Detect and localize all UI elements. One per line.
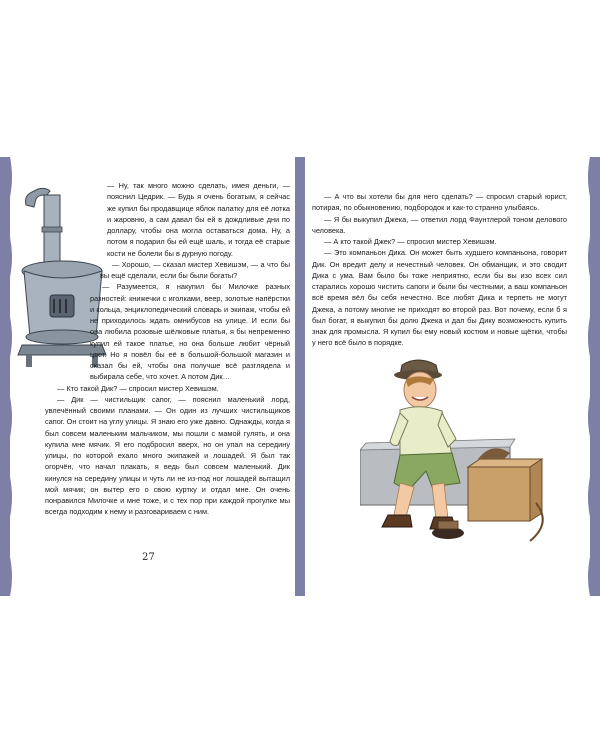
paragraph: — Я бы выкупил Джека, — ответил лорд Фаунтлерой тоном делового человека. [312,214,567,235]
left-page-text [45,180,290,518]
right-page-text [312,191,567,349]
paragraph: — Кто такой Дик? — спросил мистер Хевишэм. [57,383,219,393]
wavy-border-right [586,157,600,596]
paragraph: — Разумеется, я накупил бы Милочке разных разностей: книжечки с иголками, веер, золотые напёрстки и кольца, энциклопедический словарь и экипаж, чтобы ей не приходилось ждать омнибусов на улице. И если бы она любила розовые шёлковые платья, я бы непременно купил ей такое платье, но она больше любит чёрный цвет. Но я повёл бы её в большой-большой магазин и сказал бы ей, чтобы она получше всё разглядела и выбирала себе, что хочет. А потом Дик… [90,282,290,382]
paragraph: — Ну, так много можно сделать, имея деньги, — пояснил Цедрик. — Будь я очень богатым, я сейчас же купил бы продавщице яблок палатку для её лотка и жаровню, а сам давал бы ей в дождливые дни по доллару, чтобы она могла оставаться дома. Ну, а потом я подарил бы ей ещё шаль, и тогда её старые кости не болели бы в дурную погоду. [107,181,290,258]
book-spread [0,157,600,596]
right-page [305,157,590,596]
page-number: 27 [142,552,155,563]
paragraph: — А кто такой Джек? — спросил мистер Хевишэм. [324,237,497,246]
wavy-border-left [0,157,14,596]
boy-illustration [360,355,560,555]
paragraph: — А что вы хотели бы для него сделать? — спросил старый юрист, потирая, по обыкновению, подбородок и как-то странно улыбаясь. [312,192,567,213]
paragraph: — Дик — чистильщик сапог, — пояснил маленький лорд, увлечённый своими планами. — Он один из лучших чистильщиков сапог. Он стоит на углу улицы. Я знаю его уже давно. Однажды, когда я был совсем маленьким мальчиком, мы пошли с мамой гулять, и она купила мне мячик. Я его подбросил вверх, но он упал на середину улицы, по которой ехало много экипажей и лошадей. Я был так огорчён, что начал плакать, я ведь был совсем маленький. Дик кинулся на середину улицы и чуть ли не из-под ног лошадей вытащил мой мячик; он вытер его о свою куртку и отдал мне. Он очень понравился Милочке и мне тоже, и с тех пор при каждой прогулке мы всегда подходим к нему и разговариваем с ним. [45,394,290,517]
left-page [10,157,295,596]
paragraph: — Это компаньон Дика. Он может быть худшего компаньона, говорит Дик. Он вредит делу и нечестный человек. Он обманщик, и это сводит Дика с ума. Вам было бы тоже неприятно, если бы вы изо всех сил старались хорошо чистить сапоги и были бы честными, а ваш компаньон всё время вёл бы себя нечестно. Все любят Дика и терпеть не могут Джека, а потому многие не приходят во второй раз. Вот почему, если б я был богат, я выкупил бы долю Джека и дал бы Дику возможность купить знак для промысла. Я купил бы ему новый костюм и новые щётки, чтобы у него всё было в порядке. [312,248,567,348]
paragraph: — Хорошо, — сказал мистер Хевишэм, — а что бы вы ещё сделали, если бы были богаты? [100,259,290,280]
